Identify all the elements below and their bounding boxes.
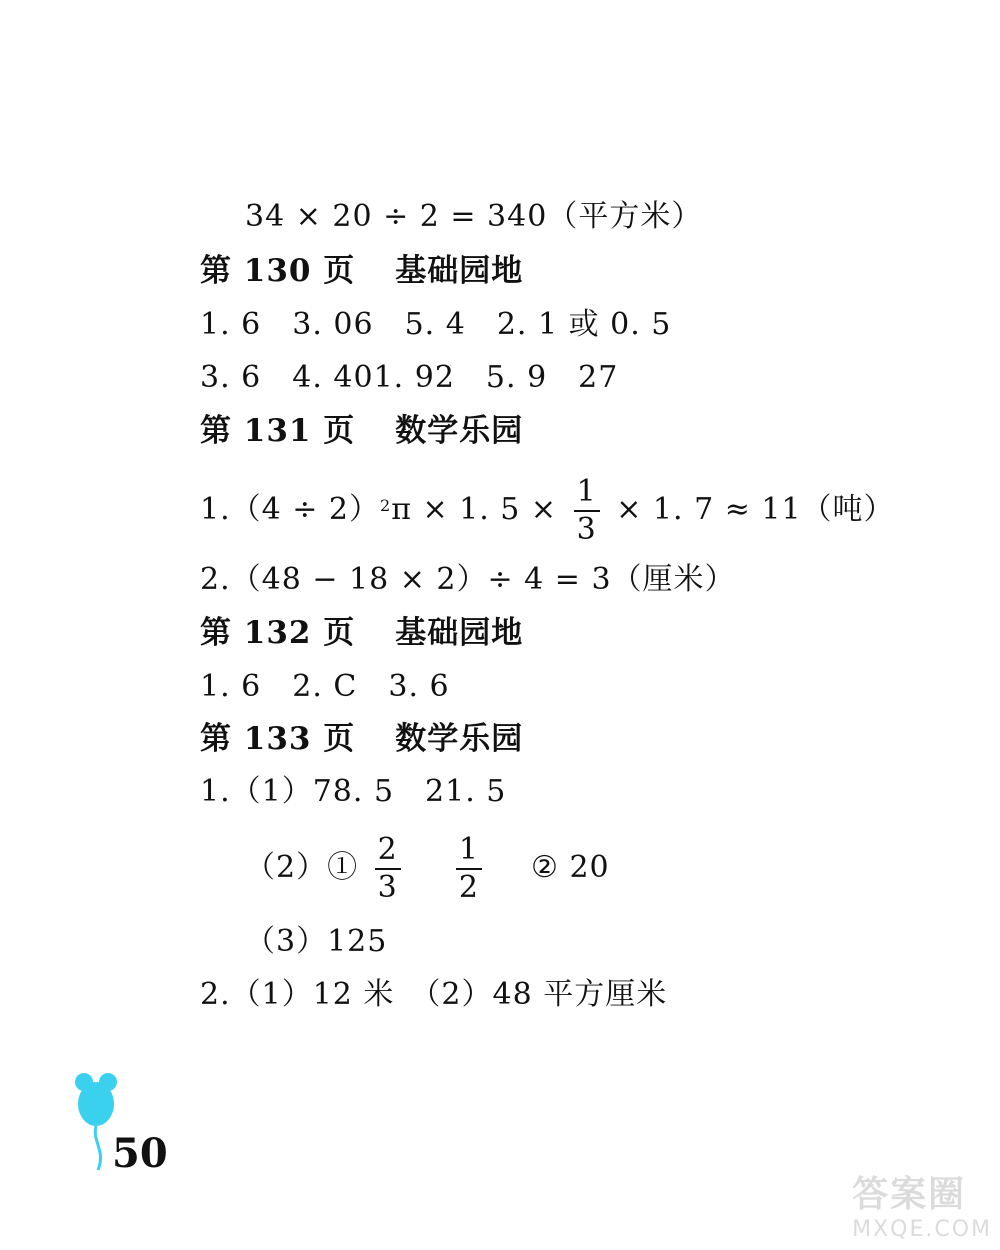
numerator: 2	[375, 835, 401, 870]
answer-line: 2.（48 − 18 × 2）÷ 4 = 3（厘米）	[200, 562, 736, 597]
expr-part: （2）①	[245, 850, 359, 885]
answer-line: 1. 6 3. 06 5. 4 2. 1 或 0. 5	[200, 307, 672, 342]
section-heading-131	[200, 413, 524, 449]
expr-part: ② 20	[531, 850, 610, 885]
page-number: 50	[112, 1130, 168, 1177]
expr-part: 1.（4 ÷ 2）	[200, 492, 381, 527]
numerator: 1	[574, 477, 600, 512]
section-tag: 数学乐园	[395, 721, 524, 757]
answer-line-volume	[200, 470, 895, 550]
section-heading-133	[200, 721, 524, 757]
section-tag: 基础园地	[395, 615, 524, 651]
denominator: 3	[576, 512, 597, 547]
section-tag: 数学乐园	[395, 413, 524, 449]
answer-line: 2.（1）12 米 （2）48 平方厘米	[200, 977, 668, 1012]
watermark-logo	[852, 1166, 992, 1242]
page-ref: 第 131 页	[200, 413, 356, 449]
denominator: 3	[377, 870, 398, 905]
page-ref: 第 130 页	[200, 253, 356, 289]
answer-line: 1.（1）78. 5 21. 5	[200, 774, 507, 809]
expr-part: π × 1. 5 ×	[391, 492, 558, 527]
fraction	[456, 832, 482, 905]
answer-line: 1. 6 2. C 3. 6	[200, 669, 450, 704]
watermark-url: MXQE.COM	[852, 1217, 992, 1242]
section-heading-130	[200, 253, 524, 289]
fraction	[574, 474, 600, 547]
section-heading-132	[200, 615, 524, 651]
denominator: 2	[458, 870, 479, 905]
watermark-text: 答案圈	[852, 1174, 967, 1215]
numerator: 1	[456, 835, 482, 870]
exponent: 2	[380, 496, 392, 515]
fraction	[375, 832, 401, 905]
page-ref: 第 132 页	[200, 615, 356, 651]
section-tag: 基础园地	[395, 253, 524, 289]
answer-line: 3. 6 4. 401. 92 5. 9 27	[200, 360, 619, 395]
answer-line-fractions	[245, 828, 610, 908]
page-ref: 第 133 页	[200, 721, 356, 757]
expr-part: × 1. 7 ≈ 11（吨）	[616, 492, 895, 527]
answer-line-area: 34 × 20 ÷ 2 = 340（平方米）	[245, 199, 703, 234]
answer-line: （3）125	[245, 924, 388, 959]
